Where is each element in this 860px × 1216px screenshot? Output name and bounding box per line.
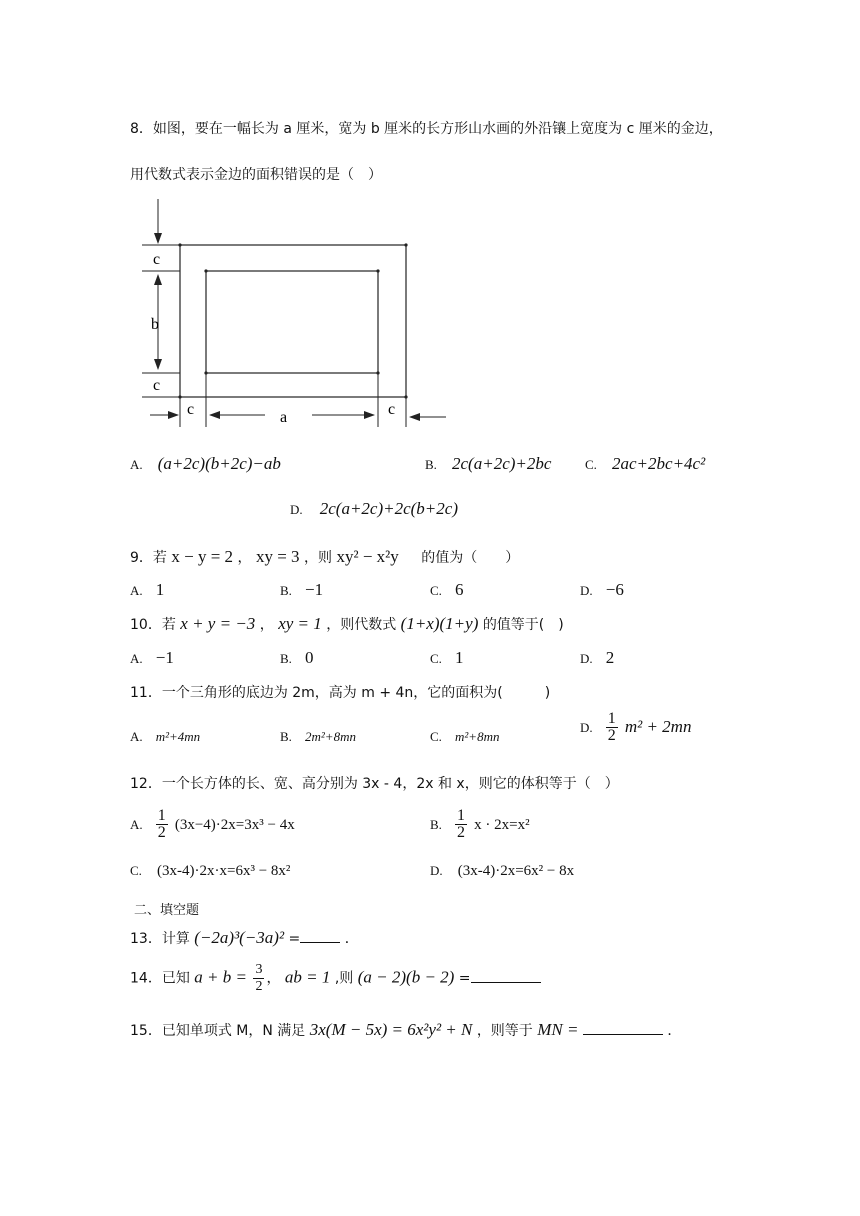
- fraction: $\frac{1}{2}$: [607, 710, 616, 744]
- q8-option-c: [585, 454, 705, 474]
- q12-stem: 12．一个长方体的长、宽、高分别为 3x - 4，2x 和 x，则它的体积等于（ ）: [130, 776, 619, 792]
- q10-number: 10．若: [130, 617, 176, 633]
- q9-tail: 的值为（ ）: [421, 550, 520, 566]
- q10-stem: [130, 614, 564, 634]
- q12-option-d: D. (3x-4)·2x=6x² − 8x: [430, 863, 575, 879]
- label-b: b: [151, 316, 159, 333]
- q10-option-a: A. −1: [130, 648, 174, 667]
- q14-stem: 14．已知 a + b = $\frac{3}{2}$ ， ab = 1 ,则 (a − 2)(b − 2) =: [130, 962, 541, 995]
- answer-blank[interactable]: [471, 982, 541, 983]
- q8-option-a: [130, 454, 281, 474]
- q8-frame-diagram: [140, 195, 460, 435]
- option-expr: 2ac+2bc+4c²: [612, 454, 706, 473]
- answer-blank[interactable]: [300, 942, 340, 943]
- q10-expr2: xy = 1: [278, 614, 322, 633]
- q9-connector: ，则: [304, 550, 333, 566]
- q15-expr1: 3x(M − 5x) = 6x²y² + N: [309, 1020, 473, 1039]
- q8-option-d: [290, 499, 458, 519]
- q15-expr2: MN =: [537, 1020, 579, 1039]
- outer-rect: [180, 245, 406, 397]
- q11-option-b: B. 2m²+8mn: [280, 729, 356, 744]
- q10-expr3: (1+x)(1+y): [400, 614, 479, 633]
- fraction: $\frac{1}{2}$: [157, 807, 166, 841]
- option-expr: 2c(a+2c)+2bc: [452, 454, 552, 473]
- q9-option-d: D. −6: [580, 580, 624, 599]
- q8-stem-line1: 8．如图，要在一幅长为 a 厘米，宽为 b 厘米的长方形山水画的外沿镶上宽度为 c 厘米的金边，: [130, 121, 723, 137]
- q11-option-a: A. m²+4mn: [130, 729, 201, 744]
- q12-option-c: C. (3x-4)·2x·x=6x³ − 8x²: [130, 863, 291, 879]
- option-expr: 2c(a+2c)+2c(b+2c): [319, 499, 458, 518]
- option-expr: (a+2c)(b+2c)−ab: [157, 454, 281, 473]
- q9-number: 9．若: [130, 550, 167, 566]
- option-letter: C.: [585, 457, 597, 472]
- q8-stem-line2: 用代数式表示金边的面积错误的是（ ）: [130, 167, 382, 183]
- inner-rect: [206, 271, 378, 373]
- option-letter: B.: [425, 457, 437, 472]
- section-title: 二、填空题: [134, 903, 200, 918]
- q15-stem: 15．已知单项式 M，N 满足 3x(M − 5x) = 6x²y² + N ，则等于 MN = ．: [130, 1020, 682, 1039]
- q9-expr2: xy = 3: [255, 547, 300, 566]
- answer-blank[interactable]: [583, 1034, 663, 1035]
- q12-option-a: A. $\frac{1}{2}$ (3x−4)·2x=3x³ − 4x: [130, 807, 295, 841]
- q10-separator: ，: [259, 617, 274, 633]
- label-a: a: [280, 409, 288, 426]
- fraction: $\frac{3}{2}$: [255, 962, 263, 994]
- q10-option-b: B. 0: [280, 648, 314, 667]
- q11-option-d: D. $\frac{1}{2}$ m² + 2mn: [580, 710, 692, 744]
- q9-expr1: x − y = 2: [171, 547, 234, 566]
- label-c-right: c: [388, 401, 396, 418]
- q14-expr3: (a − 2)(b − 2): [357, 967, 455, 987]
- q10-connector: ，则代数式: [326, 617, 397, 633]
- q10-tail: 的值等于( ): [482, 617, 564, 633]
- q9-option-a: A. 1: [130, 580, 165, 599]
- q8-option-b: [425, 454, 551, 474]
- q10-option-d: D. 2: [580, 648, 615, 667]
- q14-expr1: a + b =: [194, 967, 247, 987]
- q13-stem: 13．计算 (−2a)³(−3a)² = ．: [130, 928, 359, 947]
- q9-expr3: xy² − x²y: [336, 547, 399, 566]
- q12-option-b: B. $\frac{1}{2}$ x · 2x=x²: [430, 807, 530, 841]
- fraction: $\frac{1}{2}$: [457, 807, 466, 841]
- q11-option-c: C. m²+8mn: [430, 729, 500, 744]
- label-c-bottom: c: [153, 377, 161, 394]
- q14-expr2: ab = 1: [284, 967, 331, 987]
- q9-stem: [130, 547, 519, 567]
- q9-option-b: B. −1: [280, 580, 324, 599]
- q10-expr1: x + y = −3: [180, 614, 256, 633]
- q11-stem: 11．一个三角形的底边为 2m，高为 m + 4n，它的面积为( ): [130, 685, 551, 701]
- option-letter: D.: [290, 502, 303, 517]
- q9-option-c: C. 6: [430, 580, 464, 599]
- label-c-left: c: [187, 401, 195, 418]
- q9-separator: ，: [237, 550, 252, 566]
- q10-option-c: C. 1: [430, 648, 464, 667]
- option-letter: A.: [130, 457, 143, 472]
- q13-expr: (−2a)³(−3a)²: [194, 928, 285, 947]
- label-c-top: c: [153, 251, 161, 268]
